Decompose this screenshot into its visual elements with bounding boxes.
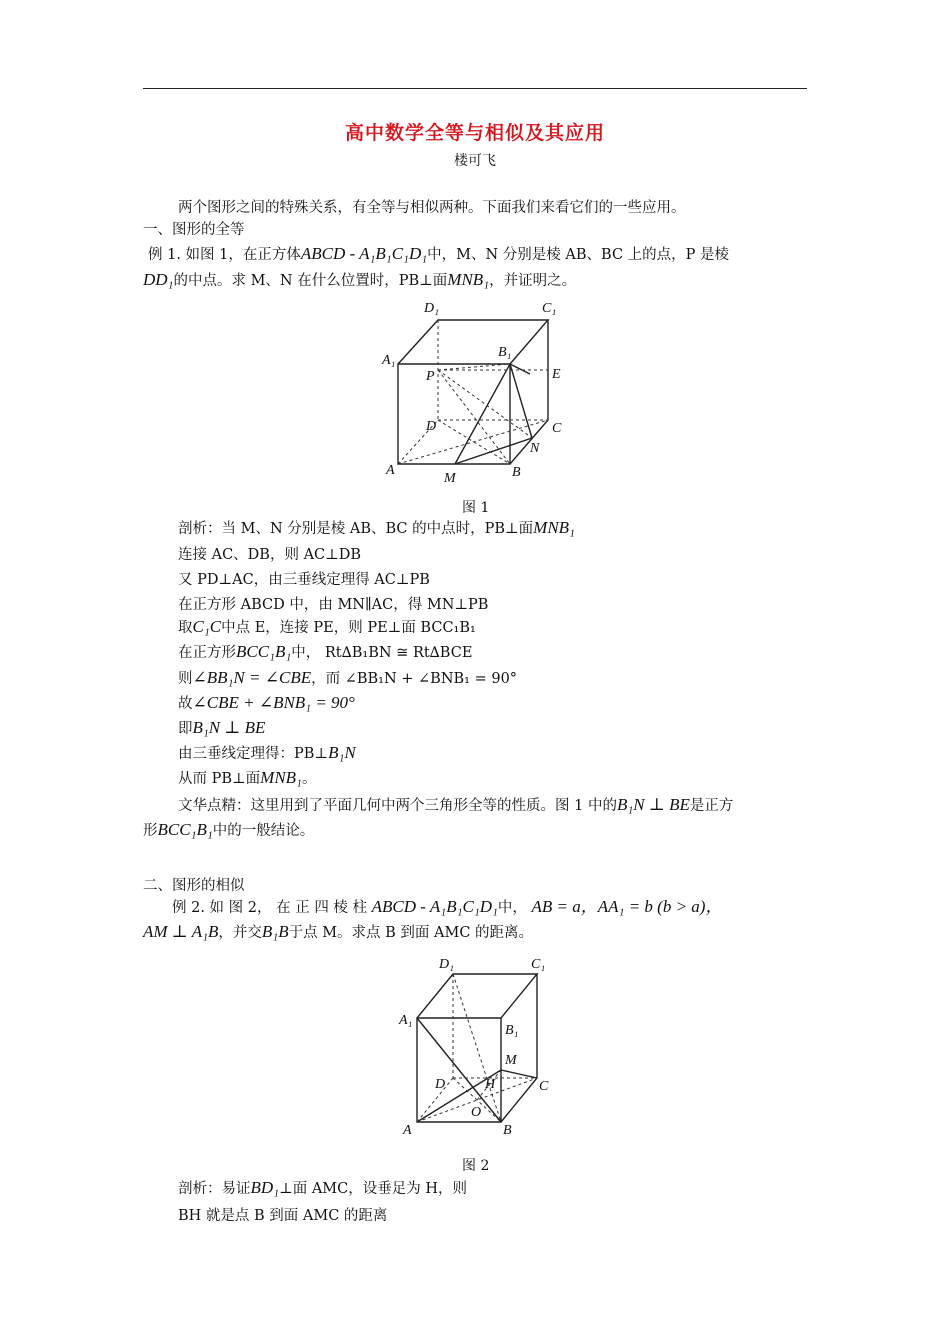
fig2-label-h: H: [485, 1077, 496, 1092]
analysis1-tail: 中点 E，连接 PE，则 PE⊥面 BCC₁B₁: [221, 620, 476, 636]
intro-paragraph: 两个图形之间的特殊关系，有全等与相似两种。下面我们来看它们的一些应用。: [178, 200, 686, 216]
analysis1-math: B₁N ⊥ BE: [192, 718, 266, 737]
analysis1-math: B₁N: [328, 743, 356, 762]
fig1-label-b1: B₁: [498, 345, 512, 360]
analysis1-math: C₁C: [192, 617, 222, 636]
analysis1-line-10: [178, 768, 316, 789]
analysis2-tail: ⊥面 AMC，设垂足为 H，则: [279, 1181, 467, 1197]
fig2-label-d1: D₁: [439, 957, 454, 972]
section1-heading: 一、图形的全等: [143, 222, 245, 238]
comment-line2: [143, 820, 314, 841]
example2-am-perp: AM ⊥ A₁B: [143, 922, 219, 941]
fig2-label-o: O: [471, 1105, 482, 1120]
analysis1-line-0: [178, 518, 575, 539]
analysis2-line1: [178, 1178, 467, 1199]
fig1-label-n: N: [530, 441, 540, 456]
fig1-label-c: C: [552, 421, 562, 436]
example1-mnb1: MNB₁: [447, 270, 490, 289]
example2-b1b: B₁B: [261, 922, 289, 941]
section2-heading: 二、图形的相似: [143, 878, 245, 894]
fig1-label-a1: A₁: [382, 353, 396, 368]
analysis2-pre: 剖析：易证: [178, 1181, 251, 1197]
analysis1-line-4: [178, 617, 476, 638]
analysis1-text: 从而 PB⊥面: [178, 771, 261, 787]
analysis1-tail: ，而 ∠BB₁N + ∠BNB₁ = 90°: [311, 671, 518, 687]
analysis1-line-2: 又 PD⊥AC，由三垂线定理得 AC⊥PB: [178, 572, 430, 588]
analysis2-line2: BH 就是点 B 到面 AMC 的距离: [178, 1208, 388, 1224]
analysis1-line-7: [178, 693, 355, 714]
example2-line2-text: ，并交: [218, 925, 262, 941]
analysis1-tail: 。: [301, 771, 317, 787]
analysis1-text: 由三垂线定理得：PB⊥: [178, 746, 329, 762]
example1-mid: 中，M、N 分别是棱 AB、BC 上的点，P 是棱: [427, 247, 730, 263]
figure-2-caption: 图 2: [462, 1158, 490, 1174]
comment-tail: 是正方: [689, 798, 734, 814]
fig2-label-c1: C₁: [531, 957, 546, 972]
fig1-label-d1: D₁: [424, 301, 439, 316]
analysis1-line-8: [178, 718, 265, 739]
page-title: 高中数学全等与相似及其应用: [344, 122, 605, 144]
example1-dd1: DD₁: [143, 270, 174, 289]
comment-math: BCC₁B₁: [157, 820, 213, 839]
example2-prefix: 例 2. 如 图 2， 在 正 四 棱 柱: [172, 900, 368, 916]
example1-line2-tail: ，并证明之。: [489, 273, 577, 289]
comment-line1: [178, 795, 733, 816]
analysis1-text: 则: [178, 671, 193, 687]
analysis1-math: ∠CBE + ∠BNB₁ = 90°: [192, 693, 355, 712]
fig1-label-a: A: [386, 463, 395, 478]
analysis1-text: 故: [178, 696, 193, 712]
figure-2-prism: [395, 952, 565, 1142]
comment-pre: 形: [143, 823, 158, 839]
analysis1-text: 即: [178, 721, 193, 737]
example2-mid: 中，: [497, 900, 527, 916]
example1-line2-text: 的中点。求 M、N 在什么位置时，PB⊥面: [173, 273, 448, 289]
analysis1-line-9: [178, 743, 356, 764]
example2-line1: [172, 897, 722, 918]
analysis1-text: 在正方形: [178, 645, 236, 661]
analysis1-math: MNB₁: [260, 768, 302, 787]
fig1-label-b: B: [512, 465, 521, 480]
example2-prism: ABCD - A₁B₁C₁D₁: [371, 897, 498, 916]
example1-prefix: 例 1. 如图 1，在正方体: [148, 247, 301, 263]
author: 楼可飞: [454, 153, 496, 169]
analysis1-text: 剖析：当 M、N 分别是棱 AB、BC 的中点时，PB⊥面: [178, 521, 534, 537]
fig1-label-c1: C₁: [542, 301, 557, 316]
fig1-label-d: D: [426, 419, 437, 434]
analysis1-math: BCC₁B₁: [236, 642, 292, 661]
analysis1-line-1: 连接 AC、DB，则 AC⊥DB: [178, 547, 362, 563]
fig1-label-m: M: [444, 471, 456, 486]
analysis1-tail: 中， Rt∆B₁BN ≅ Rt∆BCE: [291, 645, 473, 661]
analysis1-math: MNB₁: [533, 518, 575, 537]
comment-tail: 中的一般结论。: [212, 823, 315, 839]
fig2-label-m: M: [505, 1053, 517, 1068]
fig1-label-p: P: [426, 369, 435, 384]
comment-math: B₁N ⊥ BE: [616, 795, 690, 814]
fig2-label-c: C: [539, 1079, 549, 1094]
figure-1-caption: 图 1: [462, 500, 490, 516]
header-rule: [143, 88, 807, 89]
fig1-label-e: E: [552, 367, 561, 382]
fig2-label-a: A: [403, 1123, 412, 1138]
example1-cube: ABCD - A₁B₁C₁D₁: [300, 244, 428, 263]
example1-line2: [143, 270, 576, 291]
example1-line1: [148, 244, 729, 265]
analysis1-line-6: [178, 668, 517, 689]
fig2-label-b: B: [503, 1123, 512, 1138]
example2-line2: [143, 922, 533, 943]
analysis2-math: BD₁: [250, 1178, 280, 1197]
fig2-label-b1: B₁: [505, 1023, 519, 1038]
analysis1-text: 取: [178, 620, 193, 636]
analysis1-line-5: [178, 642, 472, 663]
analysis1-math: ∠BB₁N = ∠CBE: [192, 668, 312, 687]
comment-text: 文华点精：这里用到了平面几何中两个三角形全等的性质。图 1 中的: [178, 798, 617, 814]
figure-1-cube: [380, 292, 580, 492]
fig2-label-a1: A₁: [399, 1013, 413, 1028]
example2-condition: AB = a，AA₁ = b (b > a)，: [531, 897, 723, 916]
example2-line2-tail: 于点 M。求点 B 到面 AMC 的距离。: [288, 925, 534, 941]
fig2-label-d: D: [435, 1077, 446, 1092]
analysis1-line-3: 在正方形 ABCD 中，由 MN∥AC，得 MN⊥PB: [178, 597, 489, 613]
